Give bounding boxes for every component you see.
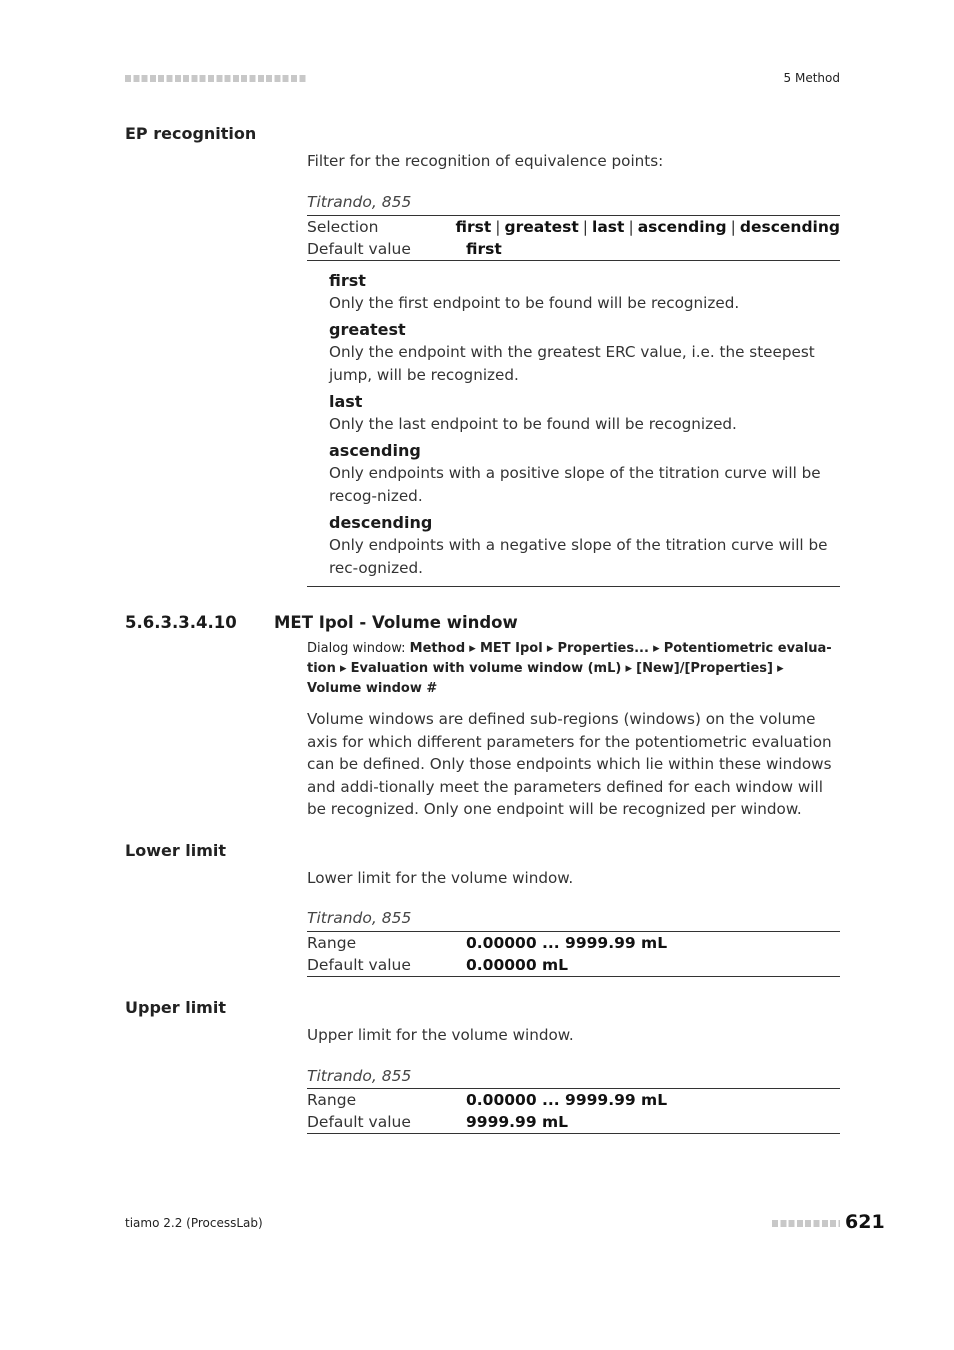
dialog-path: Dialog window: Method ▸ MET Ipol ▸ Properties... ▸ Potentiometric evalua-tion ▸ Evaluation with volume window (mL) ▸ [New]/[Properties] ▸ Volume window # [307,641,832,696]
lower-limit-description: Lower limit for the volume window. [307,869,574,887]
dialog-path-item: MET Ipol [479,641,543,656]
range-row [307,1089,840,1111]
option-item [329,391,841,436]
dialog-prefix: Dialog window: [307,641,406,656]
option-name: descending [329,513,433,532]
upper-limit-table [307,1088,840,1134]
chapter-header: 5 Method [783,71,840,85]
default-row [307,238,840,260]
header-dots-decoration [125,75,307,82]
dialog-path-item: Properties... [557,641,649,656]
default-label: Default value [307,956,411,974]
default-value: 0.00000 mL [466,956,569,974]
dialog-path-item: Method [409,641,466,656]
default-row [307,1111,840,1133]
option-description: Only endpoints with a positive slope of the titration curve will be recog-nized. [329,464,821,505]
option-name: ascending [329,441,421,460]
default-label: Default value [307,240,411,258]
section-body: Volume windows are defined sub-regions (windows) on the volume axis for which different parameters for the potentiometric evaluation can be defined. Only those endpoints which lie within these windows and addi-tionally meet the parameters defined for each window will be recognized. Only one endpoint will be recognized per window. [307,710,832,818]
footer-product: tiamo 2.2 (ProcessLab) [125,1216,263,1230]
dialog-path-item: Potentiometric evalua-tion [307,641,832,676]
section-number: 5.6.3.3.4.10 [125,613,237,632]
dialog-path-item: [New]/[Properties] [636,661,773,676]
upper-limit-description: Upper limit for the volume window. [307,1026,574,1044]
option-item [329,270,841,315]
option-description: Only the last endpoint to be found will be recognized. [329,415,737,433]
ep-recognition-caption: Titrando, 855 [307,193,412,211]
lower-limit-heading: Lower limit [125,841,227,860]
ep-recognition-intro: Filter for the recognition of equivalence points: [307,152,664,170]
section-end-rule [307,586,840,587]
selection-row [307,216,840,238]
lower-limit-caption: Titrando, 855 [307,909,412,927]
dialog-path-item: Evaluation with volume window (mL) [350,661,622,676]
dialog-path-item: Volume window # [307,681,438,696]
selection-value: ascending [637,218,727,236]
option-name: first [329,271,366,290]
default-label: Default value [307,1113,411,1131]
lower-limit-table [307,931,840,977]
page-number: 621 [845,1211,885,1233]
option-item [329,319,841,387]
default-row [307,954,840,976]
default-value: first [466,240,502,258]
default-value: 9999.99 mL [466,1113,569,1131]
ep-recognition-table [307,215,840,261]
selection-values: first | greatest | last | ascending | descending [455,218,840,236]
option-name: greatest [329,320,406,339]
range-label: Range [307,934,357,952]
range-value: 0.00000 ... 9999.99 mL [466,1091,668,1109]
selection-value: last [592,218,625,236]
selection-label: Selection [307,218,379,236]
option-name: last [329,392,363,411]
range-label: Range [307,1091,357,1109]
upper-limit-heading: Upper limit [125,998,226,1017]
option-item [329,512,841,580]
option-description: Only endpoints with a negative slope of the titration curve will be rec-ognized. [329,536,828,577]
option-description: Only the first endpoint to be found will be recognized. [329,294,740,312]
selection-value: greatest [504,218,579,236]
selection-value: descending [739,218,840,236]
upper-limit-caption: Titrando, 855 [307,1067,412,1085]
option-description: Only the endpoint with the greatest ERC value, i.e. the steepest jump, will be recognized. [329,343,815,384]
selection-value: first [455,218,492,236]
range-row [307,932,840,954]
option-item [329,440,841,508]
range-value: 0.00000 ... 9999.99 mL [466,934,668,952]
ep-recognition-heading: EP recognition [125,124,257,143]
section-title: MET Ipol - Volume window [274,613,518,632]
footer-dots-decoration [772,1220,840,1227]
option-list [329,270,841,580]
